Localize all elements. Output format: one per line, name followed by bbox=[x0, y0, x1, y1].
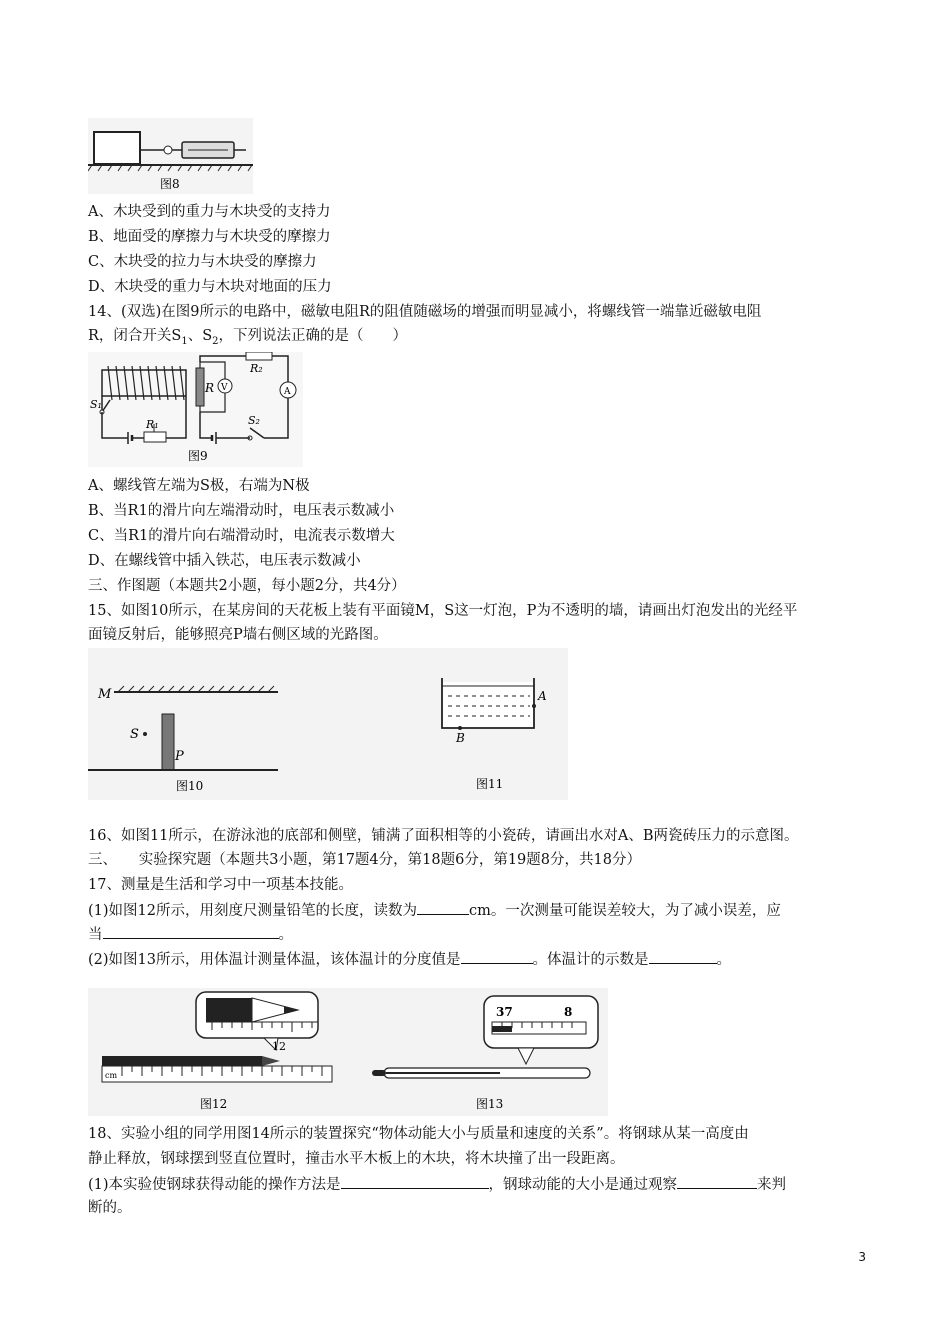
q17-part1-line2 bbox=[88, 924, 293, 945]
figure-11-label: 图11 bbox=[476, 777, 504, 791]
label-tile-b: B bbox=[456, 731, 465, 745]
q17-answer-division[interactable] bbox=[461, 949, 533, 964]
figure-9 bbox=[88, 352, 303, 467]
voltmeter-label: V bbox=[221, 383, 228, 393]
q16-stem: 16、如图11所示，在游泳池的底部和侧壁，铺满了面积相等的小瓷砖，请画出水对A、B两瓷砖压力的示意图。 bbox=[88, 828, 799, 844]
ruler-unit-label: cm bbox=[105, 1071, 118, 1080]
q17-p2-text-b: 。体温计的示数是 bbox=[532, 952, 649, 968]
figure-13-label: 图13 bbox=[476, 1097, 504, 1111]
ammeter-label: A bbox=[284, 387, 291, 397]
figure-8-drawing bbox=[88, 118, 253, 194]
label-r1: R₁ bbox=[146, 418, 159, 431]
ruler-tick-label: 12 bbox=[272, 1040, 286, 1053]
page-number: 3 bbox=[858, 1250, 866, 1264]
q17-p1-text-c: 当 bbox=[88, 927, 103, 943]
q18-part1-line2: 断的。 bbox=[88, 1200, 132, 1216]
label-s1: S₁ bbox=[90, 398, 102, 411]
q18-line2: 静止释放，钢球摆到竖直位置时，撞击水平木板上的木块，将木块撞了出一段距离。 bbox=[88, 1151, 625, 1167]
q14-stem-line1: 14、(双选)在图9所示的电路中，磁敏电阻R的阻值随磁场的增强而明显减小，将螺线管一端靠近磁敏电阻 bbox=[88, 304, 762, 320]
q13-option-d: D、木块受的重力与木块对地面的压力 bbox=[88, 279, 332, 295]
q14-option-d: D、在螺线管中插入铁芯，电压表示数减小 bbox=[88, 553, 361, 569]
q17-p2-text-c: 。 bbox=[716, 952, 731, 968]
q14-option-a: A、螺线管左端为S极，右端为N极 bbox=[88, 478, 310, 494]
section-drawing-heading: 三、作图题（本题共2小题，每小题2分，共4分） bbox=[88, 578, 406, 594]
thermometer-37-label: 37 bbox=[496, 1005, 513, 1019]
section-experiment-heading: 三、 实验探究题（本题共3小题，第17题4分，第18题6分，第19题8分，共18分） bbox=[88, 852, 641, 868]
q17-part2 bbox=[88, 949, 731, 970]
q14-sub-2: 2 bbox=[212, 335, 219, 347]
q18-line1: 18、实验小组的同学用图14所示的装置探究“物体动能大小与质量和速度的关系”。将钢球从某一高度由 bbox=[88, 1126, 749, 1142]
q18-p1-text-a: (1)本实验使钢球获得动能的操作方法是 bbox=[88, 1177, 341, 1193]
figure-9-circuit bbox=[88, 352, 303, 467]
label-wall-p: P bbox=[175, 749, 184, 764]
label-r2: R₂ bbox=[250, 362, 263, 375]
figure-9-label: 图9 bbox=[188, 449, 208, 463]
q13-option-c: C、木块受的拉力与木块受的摩擦力 bbox=[88, 254, 317, 270]
label-s2: S₂ bbox=[248, 414, 260, 427]
lamp-point bbox=[143, 732, 147, 736]
q17-part1-line1 bbox=[88, 900, 781, 921]
figure-10-11-drawing bbox=[88, 648, 568, 800]
label-lamp-s: S bbox=[130, 727, 139, 742]
q18-p1-text-b: ，钢球动能的大小是通过观察 bbox=[488, 1177, 678, 1193]
label-mirror-m: M bbox=[98, 687, 112, 702]
q17-p1-text-b: cm。一次测量可能误差较大，为了减小误差，应 bbox=[469, 903, 781, 919]
q14-option-c: C、当R1的滑片向右端滑动时，电流表示数增大 bbox=[88, 528, 395, 544]
q18-answer-operation[interactable] bbox=[341, 1174, 489, 1189]
q14-sub-1: 1 bbox=[181, 335, 188, 347]
figure-8-label: 图8 bbox=[160, 177, 180, 191]
q15-line1: 15、如图10所示，在某房间的天花板上装有平面镜M，S这一灯泡，P为不透明的墙，请画出灯泡发出的光经平 bbox=[88, 603, 798, 619]
q17-stem: 17、测量是生活和学习中一项基本技能。 bbox=[88, 877, 353, 893]
figure-12-13-drawing bbox=[88, 988, 608, 1116]
figure-10-label: 图10 bbox=[176, 779, 204, 793]
q14-stem-text-c: ，下列说法正确的是（ ） bbox=[218, 328, 408, 344]
q17-p1-text-d: 。 bbox=[278, 927, 293, 943]
thermometer-8-label: 8 bbox=[564, 1005, 573, 1019]
figure-8 bbox=[88, 118, 253, 194]
label-r: R bbox=[205, 381, 215, 395]
q17-answer-length[interactable] bbox=[417, 900, 469, 915]
q14-option-b: B、当R1的滑片向左端滑动时，电压表示数减小 bbox=[88, 503, 395, 519]
figure-12-13 bbox=[88, 988, 608, 1116]
q14-stem-text-b: 、S bbox=[187, 328, 213, 344]
figure-10-11 bbox=[88, 648, 568, 800]
q17-p2-text-a: (2)如图13所示，用体温计测量体温，该体温计的分度值是 bbox=[88, 952, 461, 968]
q17-p1-text-a: (1)如图12所示，用刻度尺测量铅笔的长度，读数为 bbox=[88, 903, 417, 919]
figure-12-label: 图12 bbox=[200, 1097, 228, 1111]
q17-answer-method[interactable] bbox=[103, 924, 279, 939]
q18-answer-observation[interactable] bbox=[677, 1174, 757, 1189]
q17-answer-reading[interactable] bbox=[649, 949, 717, 964]
q14-stem-text-a: R，闭合开关S bbox=[88, 328, 182, 344]
wall-p bbox=[162, 714, 174, 770]
label-tile-a: A bbox=[538, 689, 547, 703]
q18-p1-text-c: 来判 bbox=[757, 1177, 787, 1193]
q14-stem-line2 bbox=[88, 326, 407, 352]
q13-option-b: B、地面受的摩擦力与木块受的摩擦力 bbox=[88, 229, 331, 245]
q18-part1-line1 bbox=[88, 1174, 786, 1195]
q13-option-a: A、木块受到的重力与木块受的支持力 bbox=[88, 204, 331, 220]
q15-line2: 面镜反射后，能够照亮P墙右侧区域的光路图。 bbox=[88, 627, 388, 643]
